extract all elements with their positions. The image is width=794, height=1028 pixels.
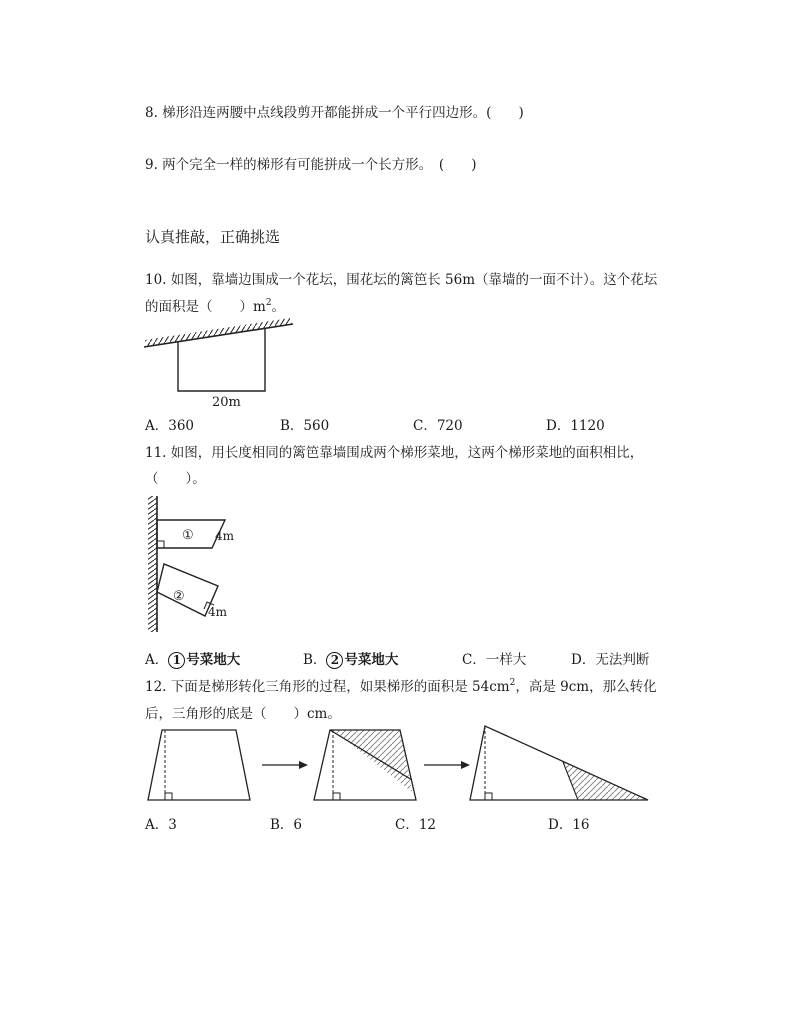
right-angle-mark: [165, 793, 172, 800]
trapezoid-to-triangle-figure: [140, 720, 660, 810]
question-12-line2: 后，三角形的底是（ ）cm。: [145, 706, 341, 722]
arrow-head-icon: [461, 761, 470, 769]
plot-2-length: 4m: [208, 605, 228, 619]
flowerbed-figure: [140, 310, 300, 410]
question-11-line1: 11. 如图，用长度相同的篱笆靠墙围成两个梯形菜地，这两个梯形菜地的面积相比，: [145, 445, 644, 461]
trapezoid: [148, 730, 250, 800]
plot-1-label: ①: [182, 528, 194, 543]
circled-two: 2: [326, 652, 343, 669]
flowerbed-length-label: 20m: [212, 395, 241, 410]
wall-line: [144, 324, 293, 347]
q11-option-c[interactable]: C．一样大: [462, 652, 527, 668]
question-9: 9. 两个完全一样的梯形有可能拼成一个长方形。 ( ): [145, 157, 477, 173]
q11-option-a[interactable]: A． 1 号菜地大: [145, 652, 241, 668]
q11-option-b[interactable]: B． 2 号菜地大: [303, 652, 399, 668]
q12-option-b[interactable]: B．6: [270, 817, 303, 833]
question-10-line1: 10. 如图，靠墙边围成一个花坛，围花坛的篱笆长 56m（靠墙的一面不计）。这个花坛: [145, 272, 658, 288]
right-angle-mark: [333, 793, 340, 800]
question-12-line1: 12. 下面是梯形转化三角形的过程，如果梯形的面积是 $54cm^2$，高是 9cm，那么转化: [145, 678, 657, 695]
q11-option-d[interactable]: D．无法判断: [571, 652, 650, 668]
arrow-head-icon: [299, 761, 308, 769]
vegetable-plots-figure: [140, 490, 260, 640]
question-11-line2: （ ）。: [145, 471, 206, 487]
circled-one: 1: [168, 652, 185, 669]
q12-option-d[interactable]: D．16: [548, 817, 590, 833]
question-8: 8. 梯形沿连两腰中点线段剪开都能拼成一个平行四边形。( ): [145, 105, 524, 121]
right-angle-mark: [157, 541, 164, 548]
q12-option-c[interactable]: C．12: [395, 817, 437, 833]
plot-2-label: ②: [173, 589, 185, 604]
question-10-line2: 的面积是（ ）$m^2$。: [145, 298, 286, 315]
q10-option-a[interactable]: A．360: [145, 418, 195, 434]
q10-option-c[interactable]: C．720: [413, 418, 463, 434]
wall-hatching: [148, 496, 157, 632]
wall-hatching: [145, 318, 292, 346]
plot-1-length: 4m: [215, 529, 235, 543]
right-angle-mark: [485, 793, 492, 800]
q10-option-d[interactable]: D．1120: [546, 418, 605, 434]
q10-option-b[interactable]: B．560: [280, 418, 330, 434]
section-title: 认真推敲，正确挑选: [145, 228, 281, 246]
q12-option-a[interactable]: A．3: [145, 817, 177, 833]
